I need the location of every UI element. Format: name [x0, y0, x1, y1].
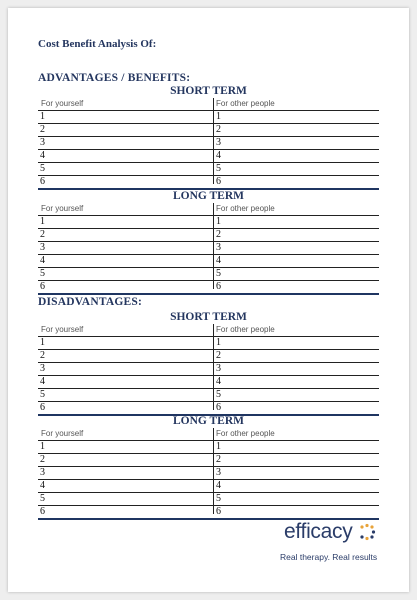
row-number: 6	[216, 506, 221, 517]
row-number: 4	[40, 255, 45, 266]
table-row	[38, 137, 379, 150]
row-number: 1	[40, 337, 45, 348]
logo-dots-icon	[358, 523, 376, 541]
table-row	[38, 255, 379, 268]
table-disadvantages-short-term	[38, 311, 379, 416]
row-number: 3	[40, 137, 45, 148]
table-advantages-long-term	[38, 190, 379, 295]
row-number: 4	[216, 255, 221, 266]
row-number: 5	[40, 268, 45, 279]
table-row	[38, 111, 379, 124]
row-number: 4	[40, 376, 45, 387]
row-number: 6	[40, 402, 45, 413]
table-advantages-short-term	[38, 85, 379, 190]
row-number: 6	[40, 506, 45, 517]
row-number: 4	[216, 376, 221, 387]
table-row	[38, 389, 379, 402]
row-number: 2	[216, 454, 221, 465]
column-header-others: For other people	[216, 325, 275, 334]
table-row	[38, 150, 379, 163]
row-number: 3	[40, 242, 45, 253]
table-row	[38, 268, 379, 281]
row-number: 4	[40, 480, 45, 491]
row-number: 1	[216, 216, 221, 227]
table-row	[38, 350, 379, 363]
table-row	[38, 493, 379, 506]
column-headers	[38, 324, 379, 337]
column-header-others: For other people	[216, 429, 275, 438]
row-number: 1	[216, 111, 221, 122]
table-row	[38, 216, 379, 229]
table-row	[38, 506, 379, 520]
column-headers	[38, 428, 379, 441]
table-row	[38, 176, 379, 190]
row-number: 5	[40, 389, 45, 400]
table-row	[38, 467, 379, 480]
table-row	[38, 163, 379, 176]
table-row	[38, 124, 379, 137]
row-number: 2	[40, 454, 45, 465]
row-number: 1	[40, 441, 45, 452]
row-number: 2	[40, 229, 45, 240]
table-row	[38, 454, 379, 467]
table-row	[38, 480, 379, 493]
table-disadvantages-long-term	[38, 415, 379, 520]
column-header-others: For other people	[216, 99, 275, 108]
section-heading-disadvantages: DISADVANTAGES:	[38, 296, 142, 308]
row-number: 2	[216, 229, 221, 240]
term-heading: LONG TERM	[172, 415, 245, 427]
row-number: 6	[216, 281, 221, 292]
table-row	[38, 281, 379, 295]
row-number: 5	[216, 163, 221, 174]
table-row	[38, 376, 379, 389]
table-row	[38, 402, 379, 416]
row-number: 2	[40, 124, 45, 135]
logo-wordmark: efficacy	[284, 520, 353, 543]
column-header-yourself: For yourself	[41, 429, 84, 438]
row-number: 2	[40, 350, 45, 361]
column-header-yourself: For yourself	[41, 99, 84, 108]
row-number: 1	[40, 216, 45, 227]
column-header-others: For other people	[216, 204, 275, 213]
row-number: 5	[40, 493, 45, 504]
term-heading: LONG TERM	[172, 190, 245, 202]
row-number: 1	[216, 441, 221, 452]
table-row	[38, 337, 379, 350]
column-headers	[38, 98, 379, 111]
row-number: 3	[216, 363, 221, 374]
column-header-yourself: For yourself	[41, 325, 84, 334]
row-number: 6	[216, 176, 221, 187]
row-number: 6	[40, 281, 45, 292]
table-row	[38, 242, 379, 255]
row-number: 5	[216, 268, 221, 279]
column-headers	[38, 203, 379, 216]
term-heading: SHORT TERM	[170, 85, 247, 97]
row-number: 2	[216, 124, 221, 135]
column-header-yourself: For yourself	[41, 204, 84, 213]
row-number: 4	[40, 150, 45, 161]
row-number: 3	[216, 467, 221, 478]
document-page	[8, 8, 409, 592]
table-row	[38, 441, 379, 454]
row-number: 4	[216, 150, 221, 161]
row-number: 6	[216, 402, 221, 413]
term-heading: SHORT TERM	[170, 311, 247, 323]
row-number: 3	[216, 242, 221, 253]
row-number: 5	[40, 163, 45, 174]
table-row	[38, 363, 379, 376]
row-number: 2	[216, 350, 221, 361]
row-number: 3	[216, 137, 221, 148]
row-number: 1	[216, 337, 221, 348]
row-number: 1	[40, 111, 45, 122]
row-number: 6	[40, 176, 45, 187]
efficacy-logo	[278, 519, 388, 573]
row-number: 3	[40, 363, 45, 374]
section-heading-advantages: ADVANTAGES / BENEFITS:	[38, 72, 191, 84]
row-number: 5	[216, 493, 221, 504]
row-number: 4	[216, 480, 221, 491]
row-number: 5	[216, 389, 221, 400]
logo-tagline: Real therapy. Real results	[280, 552, 378, 562]
table-row	[38, 229, 379, 242]
row-number: 3	[40, 467, 45, 478]
document-title: Cost Benefit Analysis Of:	[38, 38, 157, 50]
